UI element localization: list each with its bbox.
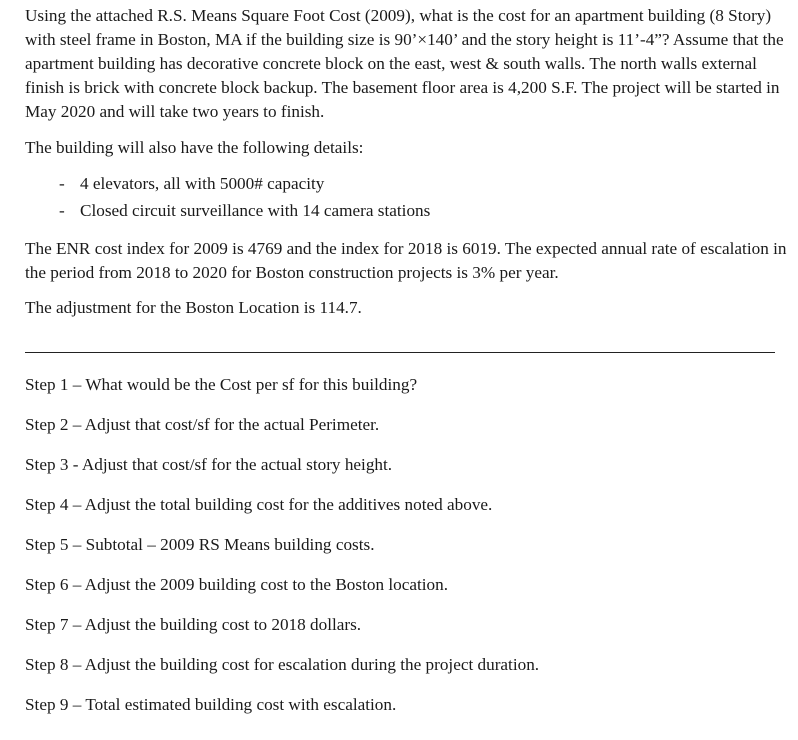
document-body <box>25 4 790 733</box>
bullet-dash: - <box>59 174 65 193</box>
detail-elevators: 4 elevators, all with 5000# capacity <box>80 174 325 193</box>
step-4: Step 4 – Adjust the total building cost for the additives noted above. <box>25 495 493 514</box>
step-3: Step 3 - Adjust that cost/sf for the actual story height. <box>25 455 393 474</box>
intro-paragraph: Using the attached R.S. Means Square Foot Cost (2009), what is the cost for an apartment building (8 Story) with steel frame in Boston, MA if the building size is 90’×140’ and the story height is 11’-4”? Assume that the apartment building has decorative concrete block on the east, west & south walls. The north walls external finish is brick with concrete block backup. The basement floor area is 4,200 S.F. The project will be started in May 2020 and will take two years to finish. <box>25 6 784 121</box>
detail-surveillance: Closed circuit surveillance with 14 camera stations <box>80 201 431 220</box>
location-adjustment: The adjustment for the Boston Location is 114.7. <box>25 298 362 317</box>
step-1: Step 1 – What would be the Cost per sf for this building? <box>25 375 418 394</box>
steps-list <box>25 373 790 717</box>
horizontal-rule <box>25 352 775 353</box>
step-7: Step 7 – Adjust the building cost to 2018 dollars. <box>25 615 362 634</box>
step-9: Step 9 – Total estimated building cost with escalation. <box>25 695 397 714</box>
enr-paragraph: The ENR cost index for 2009 is 4769 and the index for 2018 is 6019. The expected annual rate of escalation in the period from 2018 to 2020 for Boston construction projects is 3% per year. <box>25 239 787 282</box>
step-5: Step 5 – Subtotal – 2009 RS Means building costs. <box>25 535 375 554</box>
step-6: Step 6 – Adjust the 2009 building cost to the Boston location. <box>25 575 448 594</box>
step-8: Step 8 – Adjust the building cost for escalation during the project duration. <box>25 655 540 674</box>
list-item <box>25 197 790 224</box>
list-item <box>25 170 790 197</box>
details-lead: The building will also have the following details: <box>25 138 364 157</box>
step-2: Step 2 – Adjust that cost/sf for the actual Perimeter. <box>25 415 380 434</box>
details-list <box>25 170 790 224</box>
bullet-dash: - <box>59 201 65 220</box>
